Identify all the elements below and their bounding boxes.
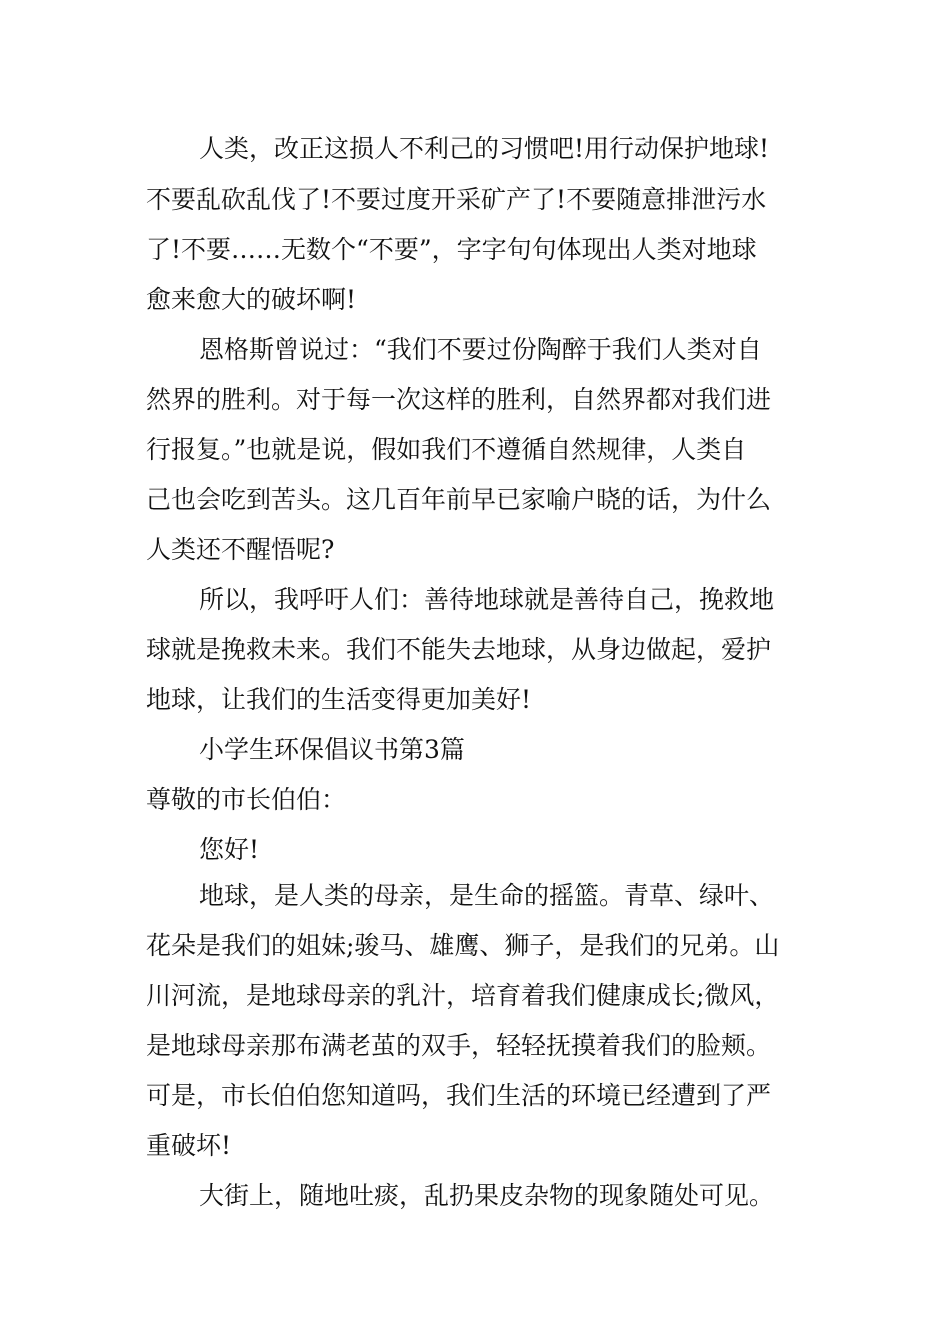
paragraph-4-line-4: 是地球母亲那布满老茧的双手，轻轻抚摸着我们的脸颊。 bbox=[146, 1031, 772, 1060]
paragraph-2-line-3: 行报复。”也就是说，假如我们不遵循自然规律，人类自 bbox=[146, 435, 747, 464]
paragraph-1-line-1: 人类，改正这损人不利己的习惯吧!用行动保护地球! bbox=[199, 134, 770, 163]
paragraph-3-line-2: 球就是挽救未来。我们不能失去地球，从身边做起，爱护 bbox=[146, 635, 772, 664]
paragraph-3-line-1: 所以，我呼吁人们：善待地球就是善待自己，挽救地 bbox=[199, 585, 775, 614]
paragraph-2-line-5: 人类还不醒悟呢? bbox=[146, 535, 335, 564]
paragraph-1-line-4: 愈来愈大的破坏啊! bbox=[146, 285, 357, 314]
paragraph-1-line-2: 不要乱砍乱伐了!不要过度开采矿产了!不要随意排泄污水 bbox=[146, 185, 767, 214]
paragraph-4-line-1: 地球，是人类的母亲，是生命的摇篮。青草、绿叶、 bbox=[199, 881, 775, 910]
paragraph-5-line-1: 大街上，随地吐痰，乱扔果皮杂物的现象随处可见。 bbox=[199, 1181, 775, 1210]
salutation: 尊敬的市长伯伯： bbox=[146, 785, 347, 814]
paragraph-4-line-2: 花朵是我们的姐妹;骏马、雄鹰、狮子，是我们的兄弟。山 bbox=[146, 931, 780, 960]
paragraph-2-line-4: 己也会吃到苦头。这几百年前早已家喻户晓的话，为什么 bbox=[146, 485, 772, 514]
greeting: 您好! bbox=[199, 835, 260, 864]
paragraph-2-line-2: 然界的胜利。对于每一次这样的胜利，自然界都对我们进 bbox=[146, 385, 772, 414]
paragraph-3-line-3: 地球，让我们的生活变得更加美好! bbox=[146, 685, 532, 714]
paragraph-1-line-3: 了!不要……无数个“不要”，字字句句体现出人类对地球 bbox=[146, 235, 757, 264]
paragraph-4-line-6: 重破坏! bbox=[146, 1131, 232, 1160]
section-title: 小学生环保倡议书第3篇 bbox=[199, 735, 465, 764]
paragraph-4-line-5: 可是，市长伯伯您知道吗，我们生活的环境已经遭到了严 bbox=[146, 1081, 772, 1110]
paragraph-2-line-1: 恩格斯曾说过：“我们不要过份陶醉于我们人类对自 bbox=[199, 335, 762, 364]
paragraph-4-line-3: 川河流，是地球母亲的乳汁，培育着我们健康成长;微风， bbox=[146, 981, 780, 1010]
